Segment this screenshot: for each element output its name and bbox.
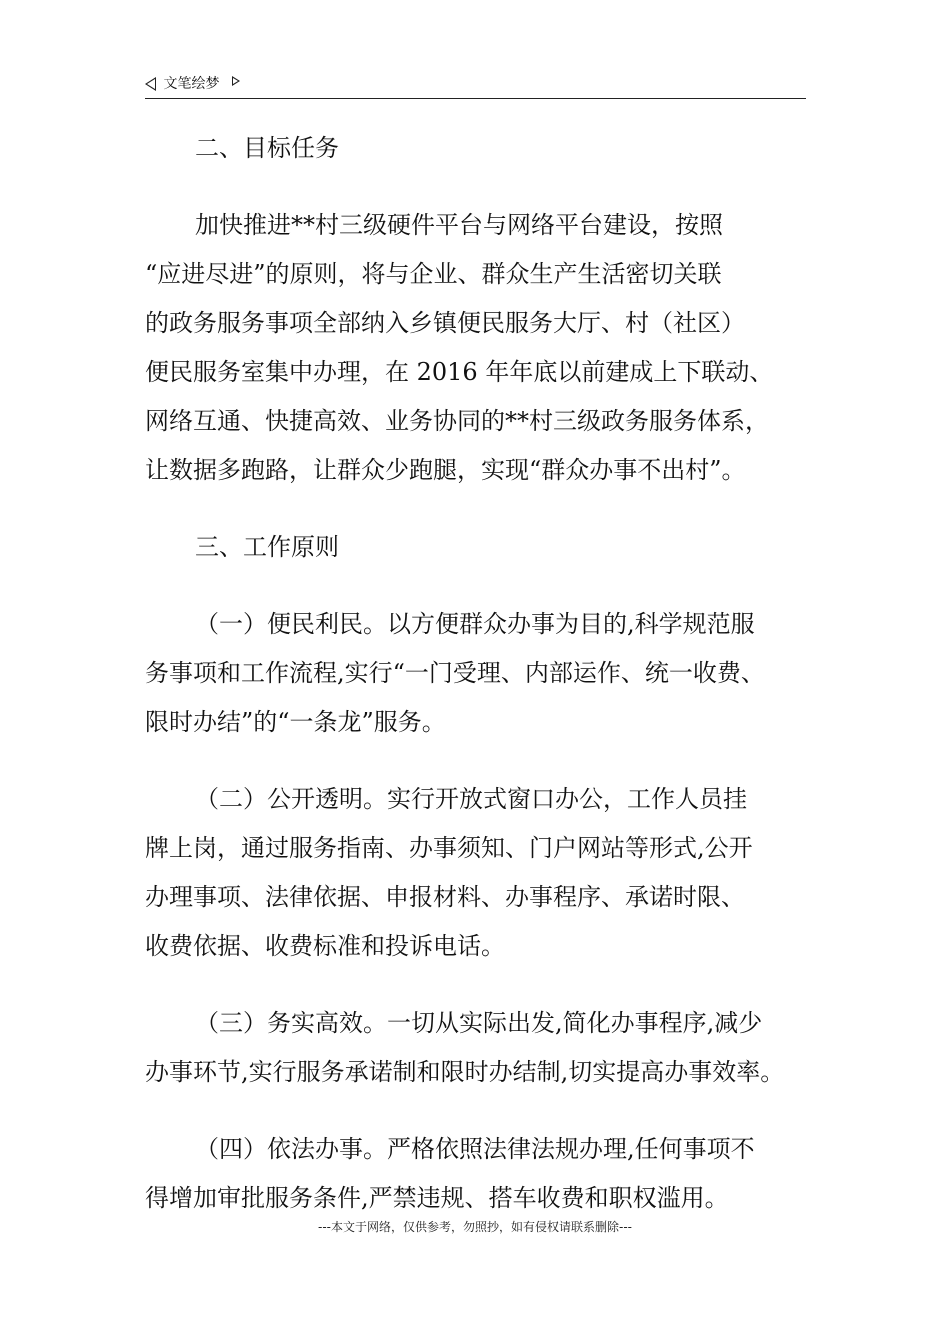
principle-4-paragraph (145, 1125, 815, 1223)
document-body (145, 124, 815, 1223)
text-line: 办理事项、法律依据、申报材料、办事程序、承诺时限、 (145, 883, 745, 911)
text-line: 限时办结”的“一条龙”服务。 (145, 708, 446, 736)
principle-2-paragraph (145, 775, 815, 971)
text-line: 让数据多跑路，让群众少跑腿，实现“群众办事不出村”。 (145, 456, 746, 484)
goal-heading: 二、目标任务 (195, 134, 339, 162)
text-line: 网络互通、快捷高效、业务协同的**村三级政务服务体系， (145, 407, 769, 435)
text-line: “应进尽进”的原则，将与企业、群众生产生活密切关联 (145, 260, 722, 288)
text-line: （一）便民利民。以方便群众办事为目的,科学规范服 (195, 610, 755, 638)
footer-notice: ---本文于网络，仅供参考，勿照抄，如有侵权请联系删除--- (318, 1220, 632, 1234)
text-line: 得增加审批服务条件,严禁违规、搭车收费和职权滥用。 (145, 1184, 729, 1212)
text-line: 便民服务室集中办理，在 2016 年年底以前建成上下联动、 (145, 358, 774, 386)
triangle-left-icon (145, 77, 156, 91)
text-line: 收费依据、收费标准和投诉电话。 (145, 932, 505, 960)
triangle-right-icon (232, 76, 240, 86)
text-line: （四）依法办事。严格依照法律法规办理,任何事项不 (195, 1135, 755, 1163)
principle-heading: 三、工作原则 (195, 533, 339, 561)
page-header (145, 74, 806, 99)
text-line: 牌上岗，通过服务指南、办事须知、门户网站等形式,公开 (145, 834, 753, 862)
goal-paragraph (145, 201, 815, 495)
principle-3-paragraph (145, 999, 815, 1097)
text-line: 加快推进**村三级硬件平台与网络平台建设，按照 (195, 211, 723, 239)
header-brand: 文笔绘梦 (163, 76, 220, 92)
text-line: 的政务服务事项全部纳入乡镇便民服务大厅、村（社区） (145, 309, 745, 337)
text-line: （二）公开透明。实行开放式窗口办公，工作人员挂 (195, 785, 747, 813)
principle-1-paragraph (145, 600, 815, 747)
text-line: （三）务实高效。一切从实际出发,简化办事程序,减少 (195, 1009, 763, 1037)
text-line: 办事环节,实行服务承诺制和限时办结制,切实提高办事效率。 (145, 1058, 785, 1086)
text-line: 务事项和工作流程,实行“一门受理、内部运作、统一收费、 (145, 659, 765, 687)
